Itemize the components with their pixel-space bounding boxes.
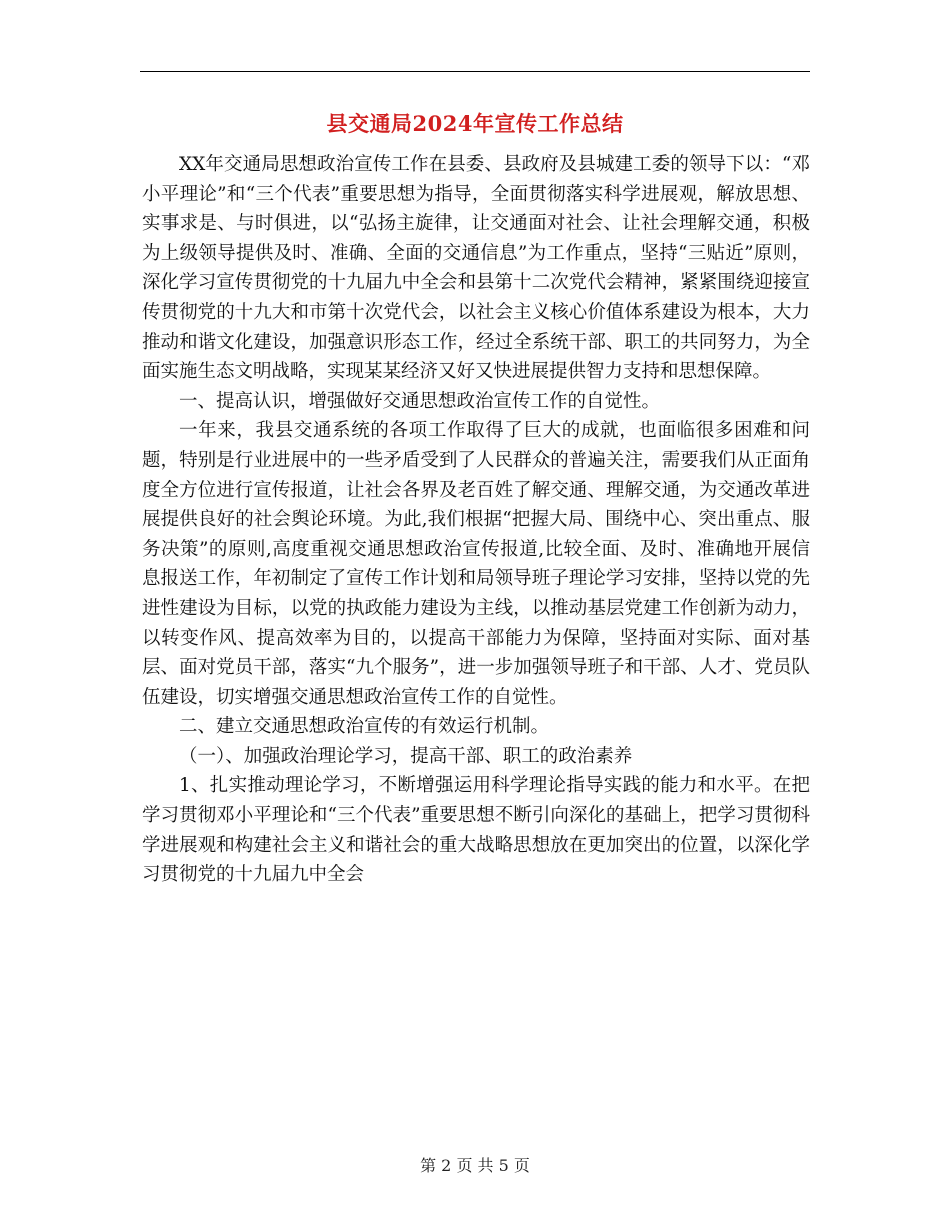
page-footer: 第 2 页 共 5 页 xyxy=(420,1156,530,1175)
document-title: 县交通局2024年宣传工作总结 xyxy=(326,111,624,136)
document-body xyxy=(142,150,810,890)
section-heading-2: 二、建立交通思想政治宣传的有效运行机制。 xyxy=(179,716,550,738)
section-heading-1: 一、提高认识，增强做好交通思想政治宣传工作的自觉性。 xyxy=(179,390,661,412)
header-rule xyxy=(140,71,810,72)
paragraph-intro: XX年交通局思想政治宣传工作在县委、县政府及县城建工委的领导下以：“邓小平理论”和“三个代表”重要思想为指导，全面贯彻落实科学进展观，解放思想、实事求是、与时俱进，以“弘扬主旋律，让交通面对社会、让社会理解交通，积极为上级领导提供及时、准确、全面的交通信息”为工作重点，坚持“三贴近”原则，深化学习宣传贯彻党的十九届九中全会和县第十二次党代会精神，紧紧围绕迎接宣传贯彻党的十九大和市第十次党代会，以社会主义核心价值体系建设为根本，大力推动和谐文化建设，加强意识形态工作，经过全系统干部、职工的共同努力，为全面实施生态文明战略，实现某某经济又好又快进展提供智力支持和思想保障。 xyxy=(142,154,810,383)
subsection-heading-1: （一）、加强政治理论学习，提高干部、职工的政治素养 xyxy=(179,745,633,767)
paragraph-item-1: 1、扎实推动理论学习，不断增强运用科学理论指导实践的能力和水平。在把学习贯彻邓小平理论和“三个代表”重要思想不断引向深化的基础上，把学习贯彻科学进展观和构建社会主义和谐社会的重大战略思想放在更加突出的位置，以深化学习贯彻党的十九届九中全会 xyxy=(142,775,810,886)
paragraph-section-1: 一年来，我县交通系统的各项工作取得了巨大的成就，也面临很多困难和问题，特别是行业进展中的一些矛盾受到了人民群众的普遍关注，需要我们从正面角度全方位进行宣传报道，让社会各界及老百姓了解交通、理解交通，为交通改革进展提供良好的社会舆论环境。为此,我们根据“把握大局、围绕中心、突出重点、服务决策”的原则,高度重视交通思想政治宣传报道,比较全面、及时、准确地开展信息报送工作，年初制定了宣传工作计划和局领导班子理论学习安排，坚持以党的先进性建设为目标，以党的执政能力建设为主线，以推动基层党建工作创新为动力，以转变作风、提高效率为目的，以提高干部能力为保障，坚持面对实际、面对基层、面对党员干部，落实“九个服务”，进一步加强领导班子和干部、人才、党员队伍建设，切实增强交通思想政治宣传工作的自觉性。 xyxy=(142,420,810,708)
